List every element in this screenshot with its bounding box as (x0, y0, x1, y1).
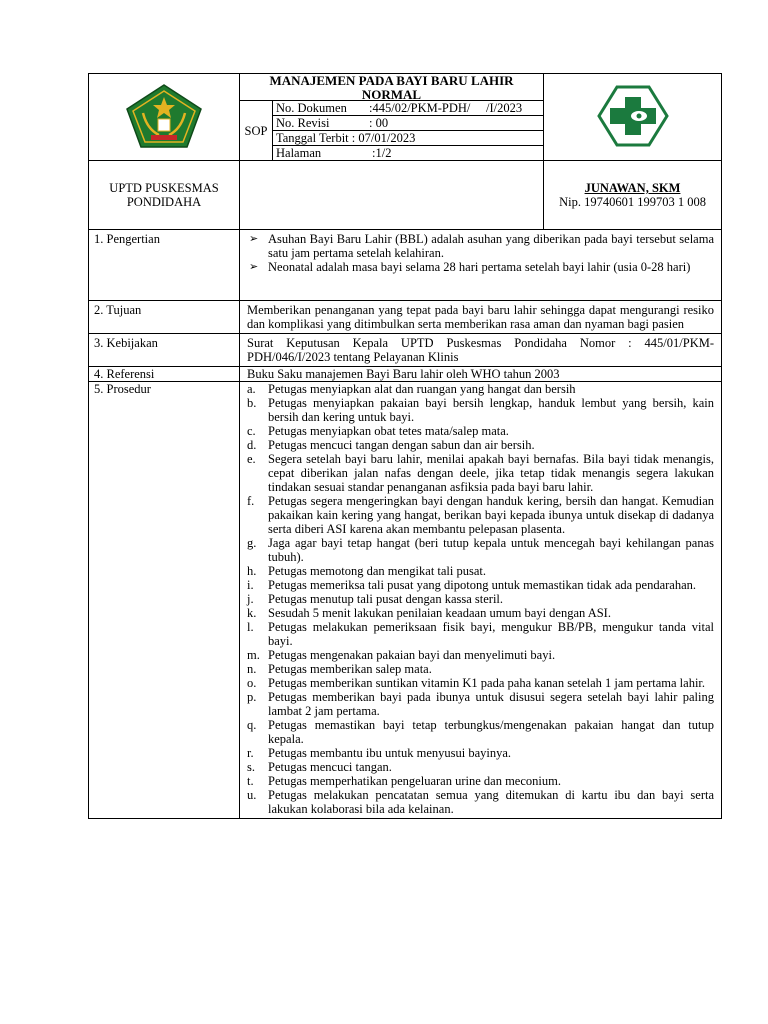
meta-value: :1/2 (372, 146, 392, 160)
step-text: Petugas menyiapkan alat dan ruangan yang hangat dan bersih (268, 382, 576, 396)
step-text: Petugas memberikan salep mata. (268, 662, 432, 676)
procedure-step (247, 648, 714, 662)
pengertian-row (89, 230, 722, 301)
step-letter: e. (247, 452, 256, 466)
meta-value: :445/02/PKM-PDH/ /I/2023 (369, 101, 523, 115)
list-item-text: Neonatal adalah masa bayi selama 28 hari pertama setelah bayi lahir (usia 0-28 hari) (268, 260, 691, 274)
document-title: MANAJEMEN PADA BAYI BARU LAHIR NORMAL (240, 74, 543, 101)
kebijakan-label: 3. Kebijakan (89, 334, 240, 367)
tujuan-label: 2. Tujuan (89, 301, 240, 334)
step-letter: q. (247, 718, 257, 732)
procedure-step (247, 718, 714, 746)
arrow-bullet-icon: ➢ (249, 261, 259, 273)
procedure-step (247, 690, 714, 718)
step-text: Segera setelah bayi baru lahir, menilai apakah bayi bernafas. Bila bayi tidak menangis, cepat diberikan jalan nafas dengan deele, jika tetap tidak menangis segera lakukan tindakan sesuai standar penanganan asfiksia pada bayi baru lahir. (268, 452, 714, 494)
step-letter: j. (247, 592, 254, 606)
referensi-row (89, 367, 722, 382)
title-cell (240, 74, 544, 161)
meta-row-dokumen (273, 101, 543, 116)
meta-label: Halaman (276, 146, 322, 160)
step-letter: m. (247, 648, 260, 662)
list-item-text: Asuhan Bayi Baru Lahir (BBL) adalah asuhan yang diberikan pada bayi tersebut selama satu jam pertama setelah kelahiran. (268, 232, 714, 260)
regency-emblem-icon (125, 83, 203, 152)
step-text: Petugas segera mengeringkan bayi dengan handuk kering, bersih dan hangat. Kemudian pakaikan kain kering yang hangat, berikan bayi kepada ibunya untuk disekap di dadanya serta diberi ASI karena akan membantu pelepasan plasenta. (268, 494, 714, 536)
meta-rows (273, 101, 543, 160)
procedure-step (247, 438, 714, 452)
signatory-nip: Nip. 19740601 199703 1 008 (559, 195, 706, 209)
step-letter: s. (247, 760, 255, 774)
step-letter: t. (247, 774, 254, 788)
blank-cell (240, 161, 544, 230)
step-text: Petugas mencuci tangan. (268, 760, 392, 774)
procedure-step (247, 536, 714, 564)
step-letter: c. (247, 424, 256, 438)
procedure-step (247, 746, 714, 760)
tujuan-row (89, 301, 722, 334)
procedure-step (247, 494, 714, 536)
left-logo-cell (89, 74, 240, 161)
prosedur-content (240, 382, 722, 819)
sop-document (88, 73, 721, 819)
step-text: Petugas memastikan bayi tetap terbungkus/mengenakan pakaian hangat dan tutup kepala. (268, 718, 714, 746)
procedure-step (247, 606, 714, 620)
pengertian-list (247, 232, 714, 274)
step-letter: a. (247, 382, 256, 396)
referensi-content: Buku Saku manajemen Bayi Baru lahir oleh WHO tahun 2003 (240, 367, 722, 382)
tujuan-content: Memberikan penanganan yang tepat pada bayi baru lahir sehingga dapat mengurangi resiko dan komplikasi yang ditimbulkan serta memberikan rasa aman dan nyaman bagi pasien (240, 301, 722, 334)
meta-label: No. Dokumen (276, 101, 347, 115)
step-letter: o. (247, 676, 257, 690)
institution-row (89, 161, 722, 230)
list-item (247, 260, 714, 274)
meta-value: : 00 (369, 116, 389, 130)
procedure-step (247, 382, 714, 396)
prosedur-row (89, 382, 722, 819)
institution-name-line2: PONDIDAHA (126, 195, 202, 209)
step-letter: u. (247, 788, 257, 802)
arrow-bullet-icon: ➢ (249, 233, 259, 245)
procedure-step (247, 424, 714, 438)
sop-label: SOP (240, 101, 273, 160)
step-letter: d. (247, 438, 257, 452)
institution-name-line1: UPTD PUSKESMAS (109, 181, 219, 195)
procedure-step (247, 564, 714, 578)
procedure-step (247, 592, 714, 606)
meta-row-tanggal (273, 131, 543, 146)
step-letter: g. (247, 536, 257, 550)
procedure-step (247, 620, 714, 648)
institution-cell (89, 161, 240, 230)
step-letter: b. (247, 396, 257, 410)
meta-label: Tanggal Terbit (276, 131, 349, 145)
step-letter: r. (247, 746, 254, 760)
step-text: Petugas melakukan pencatatan semua yang ditemukan di kartu ibu dan bayi serta lakukan kolaborasi bila ada kelainan. (268, 788, 714, 816)
procedure-step (247, 452, 714, 494)
step-letter: n. (247, 662, 257, 676)
puskesmas-cross-icon (597, 85, 669, 150)
signatory-name: JUNAWAN, SKM (584, 181, 681, 195)
header-row (89, 74, 722, 161)
step-letter: p. (247, 690, 257, 704)
procedure-step (247, 788, 714, 816)
sop-table (88, 73, 722, 819)
step-letter: f. (247, 494, 255, 508)
step-letter: h. (247, 564, 257, 578)
step-text: Petugas menyiapkan obat tetes mata/salep mata. (268, 424, 509, 438)
procedure-step (247, 578, 714, 592)
step-text: Jaga agar bayi tetap hangat (beri tutup kepala untuk mencegah bayi kehilangan panas tubuh). (268, 536, 714, 564)
procedure-step (247, 662, 714, 676)
meta-row-revisi (273, 116, 543, 131)
step-text: Petugas menyiapkan pakaian bayi bersih lengkap, handuk lembut yang bersih, kain bersih dan kering untuk bayi. (268, 396, 714, 424)
pengertian-label: 1. Pengertian (89, 230, 240, 301)
kebijakan-row (89, 334, 722, 367)
prosedur-steps (247, 382, 714, 816)
procedure-step (247, 676, 714, 690)
pengertian-content (240, 230, 722, 301)
referensi-label: 4. Referensi (89, 367, 240, 382)
meta-row-halaman (273, 146, 543, 160)
step-text: Petugas membantu ibu untuk menyusui bayinya. (268, 746, 512, 760)
procedure-step (247, 774, 714, 788)
step-text: Petugas memberikan bayi pada ibunya untuk disusui segera setelah bayi lahir paling lambat 2 jam pertama. (268, 690, 714, 718)
list-item (247, 232, 714, 260)
step-text: Sesudah 5 menit lakukan penilaian keadaan umum bayi dengan ASI. (268, 606, 611, 620)
meta-label: No. Revisi (276, 116, 330, 130)
step-letter: i. (247, 578, 254, 592)
step-text: Petugas memeriksa tali pusat yang dipotong untuk memastikan tidak ada pendarahan. (268, 578, 697, 592)
procedure-step (247, 396, 714, 424)
step-text: Petugas memotong dan mengikat tali pusat. (268, 564, 487, 578)
step-text: Petugas memberikan suntikan vitamin K1 pada paha kanan setelah 1 jam pertama lahir. (268, 676, 706, 690)
meta-block (240, 101, 543, 160)
step-letter: k. (247, 606, 257, 620)
meta-value: : 07/01/2023 (351, 131, 416, 145)
right-logo-cell (544, 74, 722, 161)
step-text: Petugas mengenakan pakaian bayi dan menyelimuti bayi. (268, 648, 556, 662)
kebijakan-content: Surat Keputusan Kepala UPTD Puskesmas Pondidaha Nomor : 445/01/PKM-PDH/046/I/2023 tentang Pelayanan Klinis (240, 334, 722, 367)
prosedur-label: 5. Prosedur (89, 382, 240, 819)
step-text: Petugas mencuci tangan dengan sabun dan air bersih. (268, 438, 535, 452)
signatory-cell (544, 161, 722, 230)
procedure-step (247, 760, 714, 774)
step-letter: l. (247, 620, 254, 634)
step-text: Petugas memperhatikan pengeluaran urine dan meconium. (268, 774, 561, 788)
step-text: Petugas menutup tali pusat dengan kassa steril. (268, 592, 504, 606)
step-text: Petugas melakukan pemeriksaan fisik bayi, mengukur BB/PB, mengukur tanda vital bayi. (268, 620, 714, 648)
